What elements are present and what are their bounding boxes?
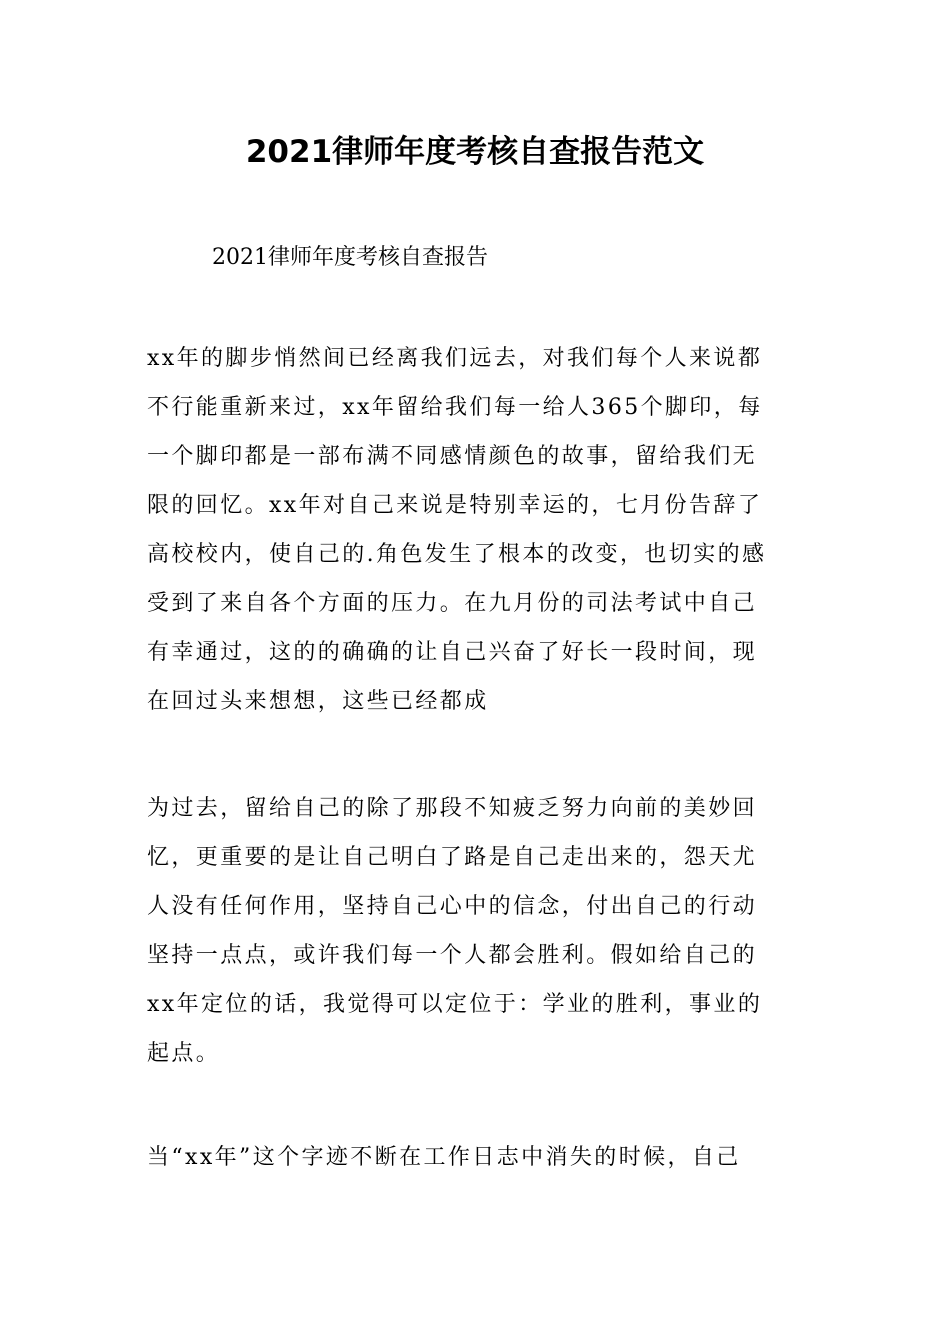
- text-line: 起点。: [147, 1041, 221, 1066]
- text-line: 当“xx年”这个字迹不断在工作日志中消失的时候，自己: [147, 1145, 741, 1170]
- paragraph-3: [147, 1133, 807, 1182]
- text-line: 人没有任何作用，坚持自己心中的信念，付出自己的行动: [147, 894, 758, 919]
- document-subtitle: 2021律师年度考核自查报告: [212, 245, 488, 270]
- text-line: xx年定位的话，我觉得可以定位于：学业的胜利，事业的: [147, 992, 763, 1017]
- text-line: 受到了来自各个方面的压力。在九月份的司法考试中自己: [147, 591, 758, 616]
- text-line: 为过去，留给自己的除了那段不知疲乏努力向前的美妙回: [147, 796, 758, 821]
- text-line: 有幸通过，这的的确确的让自己兴奋了好长一段时间，现: [147, 640, 758, 665]
- text-line: xx年的脚步悄然间已经离我们远去，对我们每个人来说都: [147, 346, 763, 371]
- text-line: 不行能重新来过，xx年留给我们每一给人365个脚印，每: [147, 395, 763, 420]
- paragraph-1: [147, 334, 807, 726]
- paragraph-2: [147, 784, 807, 1078]
- text-line: 高校校内，使自己的.角色发生了根本的改变，也切实的感: [147, 542, 767, 567]
- text-line: 一个脚印都是一部布满不同感情颜色的故事，留给我们无: [147, 444, 758, 469]
- text-line: 忆，更重要的是让自己明白了路是自己走出来的，怨天尤: [147, 845, 758, 870]
- text-line: 坚持一点点，或许我们每一个人都会胜利。假如给自己的: [147, 943, 758, 968]
- text-line: 限的回忆。xx年对自己来说是特别幸运的，七月份告辞了: [147, 493, 763, 518]
- document-title: 2021律师年度考核自查报告范文: [245, 134, 705, 170]
- text-line: 在回过头来想想，这些已经都成: [147, 689, 489, 714]
